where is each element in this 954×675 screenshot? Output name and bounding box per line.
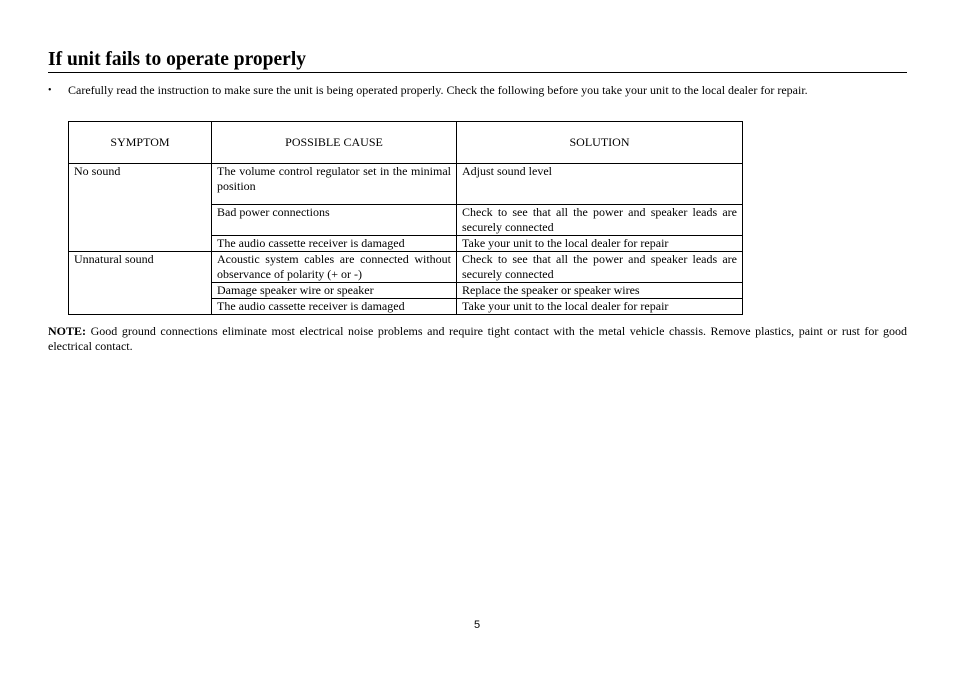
solution-cell: Take your unit to the local dealer for repair [457, 236, 743, 252]
cause-cell: Bad power connections [212, 205, 457, 236]
intro-text: Carefully read the instruction to make sure the unit is being operated properly. Check the following before you take your unit to the local dealer for repair. [68, 83, 808, 97]
note-paragraph [48, 324, 907, 354]
intro-paragraph [48, 83, 907, 98]
header-solution: SOLUTION [457, 122, 743, 164]
cause-cell: The audio cassette receiver is damaged [212, 236, 457, 252]
solution-cell: Take your unit to the local dealer for repair [457, 299, 743, 315]
note-text: Good ground connections eliminate most electrical noise problems and require tight contact with the metal vehicle chassis. Remove plastics, paint or rust for good electrical contact. [48, 324, 907, 353]
troubleshooting-table [68, 121, 743, 315]
note-label: NOTE: [48, 324, 87, 338]
solution-cell: Replace the speaker or speaker wires [457, 283, 743, 299]
table-header-row [69, 122, 743, 164]
bullet-icon: • [48, 85, 52, 96]
table-row [69, 252, 743, 283]
cause-cell: The volume control regulator set in the minimal position [212, 164, 457, 205]
cause-cell: Acoustic system cables are connected without observance of polarity (+ or -) [212, 252, 457, 283]
cause-cell: Damage speaker wire or speaker [212, 283, 457, 299]
cause-cell: The audio cassette receiver is damaged [212, 299, 457, 315]
symptom-cell: No sound [69, 164, 212, 252]
solution-cell: Adjust sound level [457, 164, 743, 205]
solution-cell: Check to see that all the power and speaker leads are securely connected [457, 252, 743, 283]
header-possible-cause: POSSIBLE CAUSE [212, 122, 457, 164]
page-title: If unit fails to operate properly [48, 49, 907, 73]
header-symptom: SYMPTOM [69, 122, 212, 164]
symptom-cell: Unnatural sound [69, 252, 212, 315]
table-row [69, 164, 743, 205]
page-number: 5 [473, 619, 481, 631]
solution-cell: Check to see that all the power and speaker leads are securely connected [457, 205, 743, 236]
